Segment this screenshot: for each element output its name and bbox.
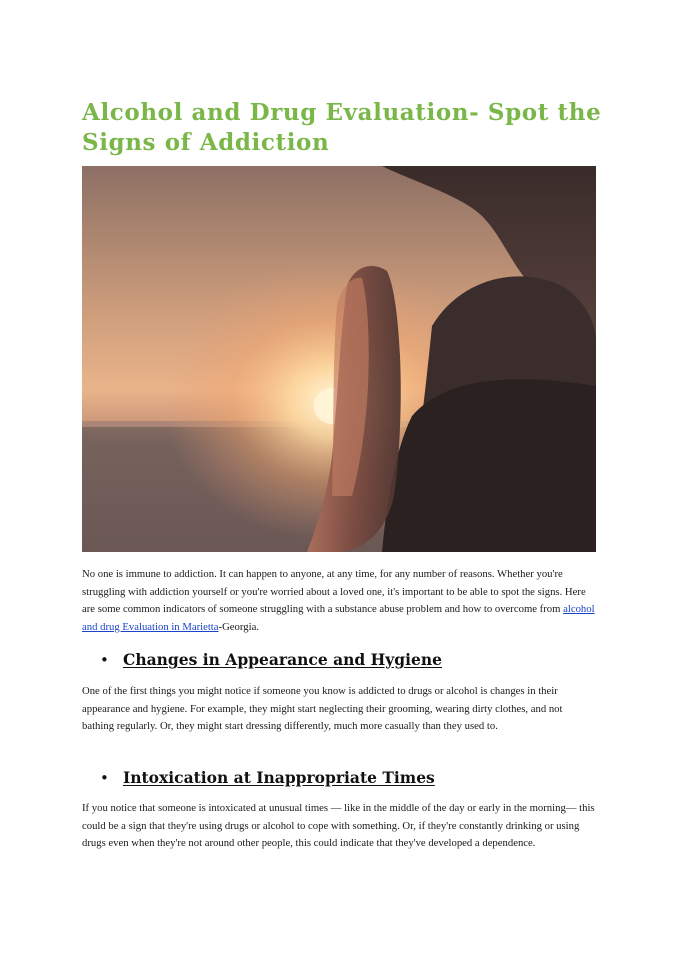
- section-paragraph-appearance: One of the first things you might notice if someone you know is addicted to drugs or alcohol is changes in their appearance and hygiene. For example, they might start neglecting their grooming, wearing dirty clothes, and not bathing regularly. Or, they might start dressing differently, much more casually than they used to.: [82, 685, 563, 733]
- intro-text: No one is immune to addiction. It can happen to anyone, at any time, for any number of reasons. Whether you're struggling with addiction yourself or you're worried about a loved one, it's important to be able to spot the signs. Here are some common indicators of someone struggling with a substance abuse problem and how to overcome from: [82, 568, 586, 616]
- page-title: Alcohol and Drug Evaluation- Spot the Signs of Addiction: [82, 99, 602, 156]
- evaluation-link[interactable]: alcohol and drug Evaluation in Marietta: [82, 603, 595, 633]
- hero-image: [82, 166, 596, 552]
- section-heading-intoxication: [100, 766, 600, 790]
- intro-paragraph: [82, 566, 596, 636]
- section-paragraph-intoxication: If you notice that someone is intoxicated at unusual times — like in the middle of the day or early in the morning— this could be a sign that they're using drugs or alcohol to cope with something. Or, if they're constantly drinking or using drugs even when they're not around other people, this could indicate that they've developed a dependence.: [82, 802, 595, 850]
- intro-text-end: -Georgia.: [218, 620, 259, 633]
- bullet-icon: •: [100, 651, 109, 669]
- bullet-icon: •: [100, 769, 109, 787]
- section-title: Intoxication at Inappropriate Times: [123, 768, 435, 787]
- section-title: Changes in Appearance and Hygiene: [123, 650, 442, 669]
- section-heading-appearance: [100, 648, 600, 672]
